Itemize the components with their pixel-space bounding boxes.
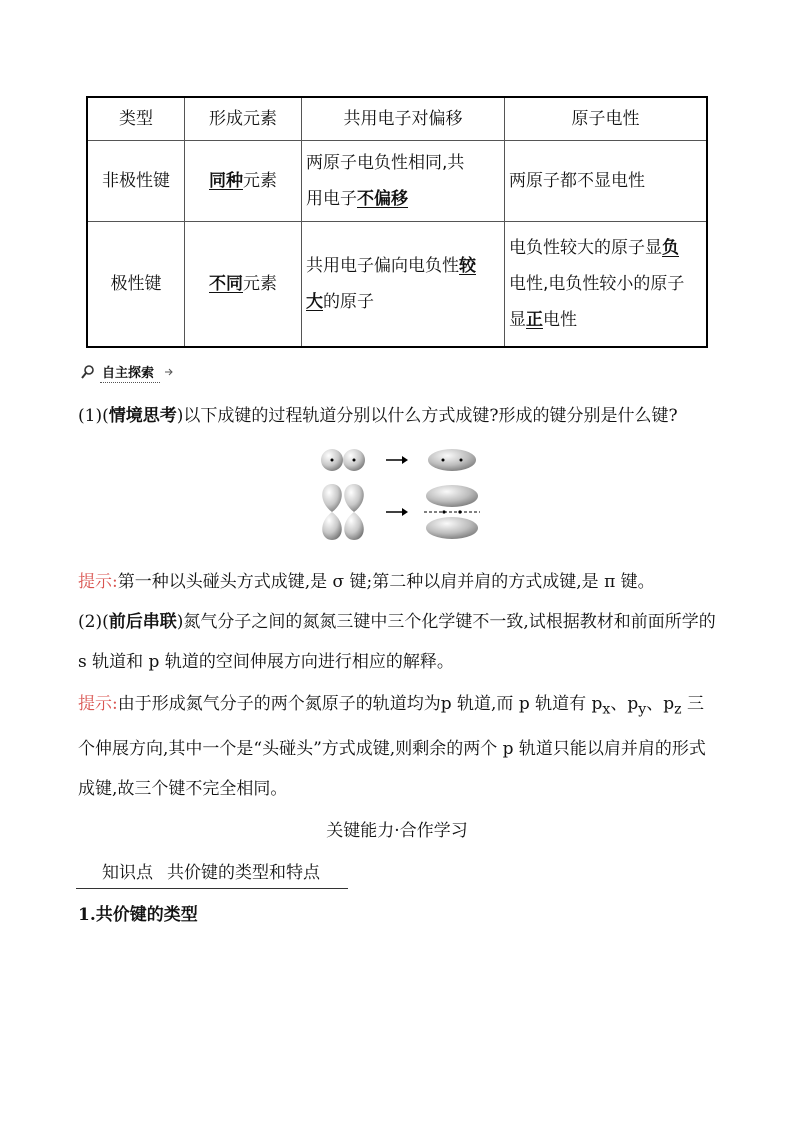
subheading: 1.共价键的类型: [78, 905, 198, 925]
p-orbitals-before: [322, 484, 364, 540]
q-text: )氮气分子之间的氮氮三键中三个化学键不一致,试根据教材和前面所学的 s 轨道和 p 轨道的空间伸展方向进行相应的解释。: [78, 612, 716, 672]
cell-text: 元素: [243, 274, 277, 294]
question-2: [78, 602, 718, 682]
cell-charge: 两原子都不显电性: [505, 141, 708, 222]
hint-label: 提示:: [78, 694, 118, 714]
cell-charge: [505, 222, 708, 348]
cell-text: 两原子电负性相同,共: [306, 153, 465, 173]
cell-text: 的原子: [323, 292, 374, 312]
section-title: 关键能力·合作学习: [326, 821, 468, 841]
cell-element: [185, 222, 302, 348]
q-tag: 情境思考: [108, 406, 177, 426]
hint-text: 三个伸展方向,其中一个是“头碰头”方式成键,则剩余的两个 p 轨道只能以肩并肩的形式成键,故三个键不完全相同。: [78, 694, 706, 800]
cell-text: 电负性较大的原子显: [509, 238, 662, 258]
arrow-icon: [386, 456, 408, 464]
explore-label: 自主探索: [100, 362, 160, 383]
hint-1: [78, 562, 718, 602]
key-term: 负: [662, 238, 679, 258]
key-term: 正: [526, 310, 543, 330]
pi-bond-result: [424, 485, 480, 539]
q-prefix: (2)(: [78, 612, 109, 632]
subscript: z: [674, 701, 682, 718]
q-tag: 前后串联: [108, 612, 177, 632]
header-shift: 共用电子对偏移: [302, 97, 505, 141]
cell-type: 极性键: [87, 222, 185, 348]
key-term: 同种: [209, 171, 243, 191]
q-text: )以下成键的过程轨道分别以什么方式成键?形成的键分别是什么键?: [176, 406, 678, 426]
table-row: [87, 141, 707, 222]
magnifier-icon: [80, 364, 96, 380]
table-header-row: [87, 97, 707, 141]
arrow-icon: [164, 367, 174, 377]
knowledge-point-heading: [76, 858, 348, 889]
orbital-overlap-figure: [312, 440, 492, 548]
key-term: 较: [459, 256, 476, 276]
knowledge-label: 知识点: [102, 863, 153, 883]
explore-section-tag: [80, 362, 174, 382]
subscript: x: [602, 701, 611, 718]
cell-text: 用电子: [306, 189, 357, 209]
bond-type-table: [86, 96, 708, 348]
cell-shift: [302, 141, 505, 222]
key-term: 不同: [209, 274, 243, 294]
header-element: 形成元素: [185, 97, 302, 141]
arrow-icon: [386, 508, 408, 516]
subscript: y: [638, 701, 647, 718]
key-term: 不偏移: [357, 189, 408, 209]
cell-text: 显: [509, 310, 526, 330]
cell-text: 元素: [243, 171, 277, 191]
s-orbitals-before: [321, 449, 365, 471]
cell-text: 电性,电负性较小的原子: [509, 274, 685, 294]
header-charge: 原子电性: [505, 97, 708, 141]
hint-label: 提示:: [78, 572, 118, 592]
hint-text: 、p: [610, 694, 639, 714]
knowledge-title: 共价键的类型和特点: [167, 863, 320, 883]
sigma-bond-result: [428, 449, 476, 471]
cell-element: [185, 141, 302, 222]
question-1: [78, 396, 718, 436]
hint-text: 由于形成氮气分子的两个氮原子的轨道均为p 轨道,而 p 轨道有 p: [117, 694, 603, 714]
cell-text: 电性: [543, 310, 577, 330]
hint-2: [78, 684, 718, 809]
key-term: 大: [306, 292, 323, 312]
hint-text: 、p: [646, 694, 675, 714]
cell-type: 非极性键: [87, 141, 185, 222]
q-prefix: (1)(: [78, 406, 109, 426]
table-row: [87, 222, 707, 348]
cell-shift: [302, 222, 505, 348]
cell-text: 共用电子偏向电负性: [306, 256, 459, 276]
header-type: 类型: [87, 97, 185, 141]
hint-text: 第一种以头碰头方式成键,是 σ 键;第二种以肩并肩的方式成键,是 π 键。: [117, 572, 655, 592]
